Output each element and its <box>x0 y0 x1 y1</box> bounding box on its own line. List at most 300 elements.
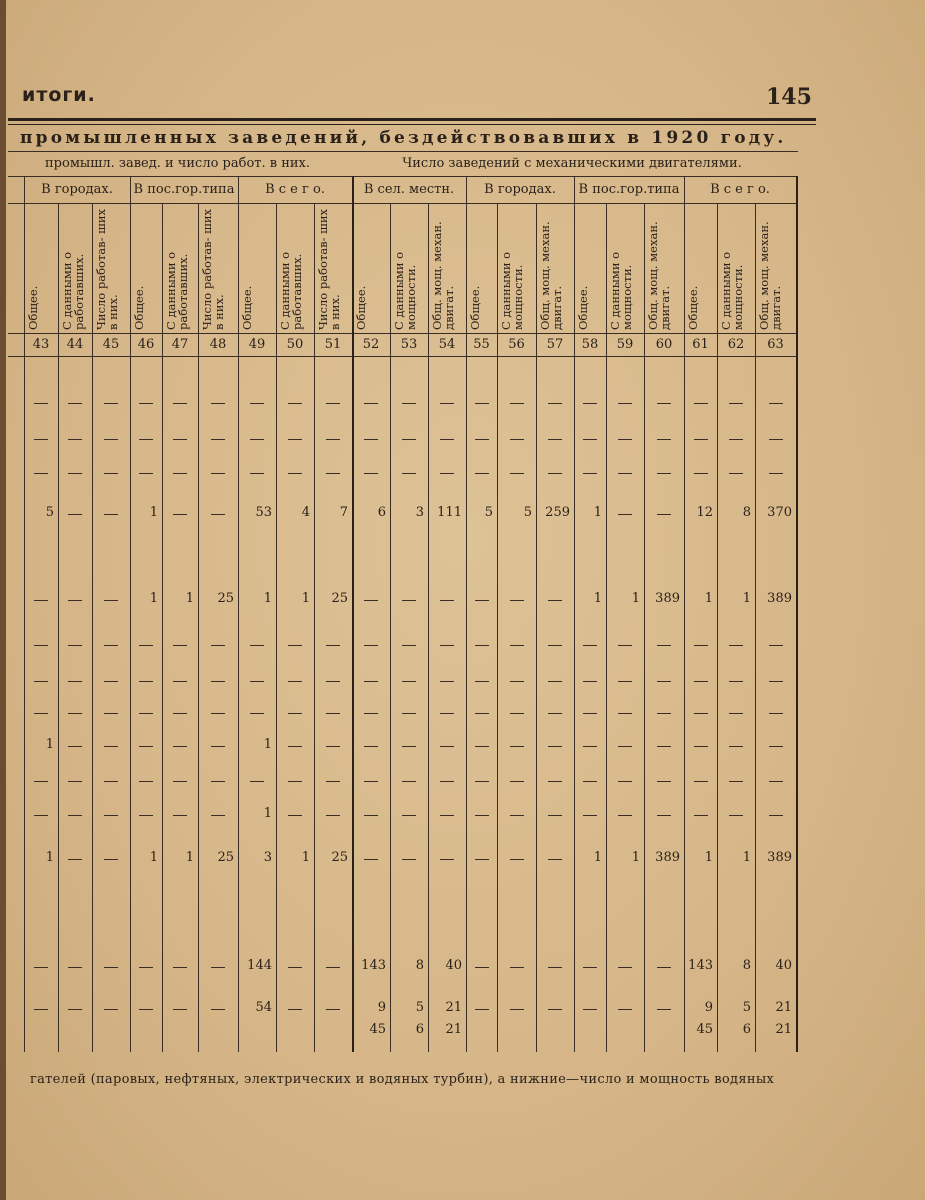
dash-cell <box>211 681 225 682</box>
subgroup-header: В с е г о. <box>710 182 770 197</box>
dash-cell <box>440 600 454 601</box>
dash-cell <box>34 645 48 646</box>
dash-cell <box>618 967 632 968</box>
dash-cell <box>288 681 302 682</box>
dash-cell <box>34 815 48 816</box>
dash-cell <box>68 746 82 747</box>
dash-cell <box>657 514 671 515</box>
table-cell: 54 <box>255 1000 272 1015</box>
column-rule <box>497 203 498 1052</box>
table-cell: 3 <box>263 850 272 865</box>
dash-cell <box>510 473 524 474</box>
dash-cell <box>583 1009 597 1010</box>
dash-cell <box>211 967 225 968</box>
dash-cell <box>68 781 82 782</box>
table-cell: 4 <box>301 505 310 520</box>
dash-cell <box>288 403 302 404</box>
dash-cell <box>326 781 340 782</box>
dash-cell <box>68 967 82 968</box>
column-header: Общее. <box>576 285 590 330</box>
dash-cell <box>548 1009 562 1010</box>
table-cell: 8 <box>742 958 751 973</box>
dash-cell <box>510 600 524 601</box>
dash-cell <box>548 713 562 714</box>
dash-cell <box>769 781 783 782</box>
dash-cell <box>440 746 454 747</box>
dash-cell <box>364 600 378 601</box>
column-number: 61 <box>692 337 709 352</box>
column-header: С данными о работавших. <box>164 251 190 330</box>
dash-cell <box>211 403 225 404</box>
table-cell: 45 <box>696 1022 713 1037</box>
dash-cell <box>694 815 708 816</box>
dash-cell <box>139 473 153 474</box>
table-cell: 40 <box>445 958 462 973</box>
dash-cell <box>694 403 708 404</box>
group-right: Число заведений с механическими двигателями. <box>402 156 742 171</box>
dash-cell <box>694 681 708 682</box>
dash-cell <box>68 645 82 646</box>
dash-cell <box>288 1009 302 1010</box>
dash-cell <box>440 439 454 440</box>
dash-cell <box>657 439 671 440</box>
dash-cell <box>769 645 783 646</box>
column-rule <box>684 176 685 1052</box>
dash-cell <box>68 473 82 474</box>
dash-cell <box>548 746 562 747</box>
column-header: Число работав- ших в них. <box>94 208 120 330</box>
table-cell: 5 <box>523 505 532 520</box>
dash-cell <box>694 713 708 714</box>
dash-cell <box>475 781 489 782</box>
dash-cell <box>583 439 597 440</box>
dash-cell <box>288 645 302 646</box>
dash-cell <box>583 815 597 816</box>
dash-cell <box>657 713 671 714</box>
dash-cell <box>510 746 524 747</box>
dash-cell <box>548 681 562 682</box>
dash-cell <box>364 439 378 440</box>
dash-cell <box>729 781 743 782</box>
number-rule <box>8 356 798 357</box>
subgroup-header: В сел. местн. <box>363 182 455 197</box>
column-number: 56 <box>508 337 525 352</box>
dash-cell <box>769 713 783 714</box>
subgroup-header: В городах. <box>41 182 113 197</box>
dash-cell <box>211 473 225 474</box>
column-rule <box>162 203 163 1052</box>
dash-cell <box>68 403 82 404</box>
column-rule <box>606 203 607 1052</box>
column-rule <box>24 176 25 1052</box>
dash-cell <box>583 746 597 747</box>
dash-cell <box>657 967 671 968</box>
dash-cell <box>34 781 48 782</box>
table-cell: 1 <box>593 850 602 865</box>
dash-cell <box>694 645 708 646</box>
column-header: Общее. <box>132 285 146 330</box>
table-cell: 6 <box>377 505 386 520</box>
column-rule <box>755 203 756 1052</box>
dash-cell <box>173 681 187 682</box>
dash-cell <box>68 713 82 714</box>
dash-cell <box>618 514 632 515</box>
dash-cell <box>139 439 153 440</box>
dash-cell <box>139 713 153 714</box>
dash-cell <box>402 473 416 474</box>
dash-cell <box>104 967 118 968</box>
footnote-text: гателей (паровых, нефтяных, электрических и водяных турбин), а нижние—число и мощность водяных <box>30 1072 775 1087</box>
column-header: С данными о мощности. <box>392 251 418 330</box>
dash-cell <box>618 781 632 782</box>
column-header: С данными о мощности. <box>499 251 525 330</box>
column-number: 48 <box>209 337 227 352</box>
dash-cell <box>68 600 82 601</box>
dash-cell <box>326 681 340 682</box>
dash-cell <box>364 781 378 782</box>
dash-cell <box>475 713 489 714</box>
table-cell: 1 <box>185 850 194 865</box>
table-cell: 1 <box>185 591 194 606</box>
dash-cell <box>34 713 48 714</box>
dash-cell <box>104 403 118 404</box>
dash-cell <box>173 1009 187 1010</box>
column-number: 43 <box>32 337 50 352</box>
table-cell: 259 <box>545 505 570 520</box>
column-number: 60 <box>655 337 673 352</box>
column-number: 53 <box>400 337 418 352</box>
dash-cell <box>173 645 187 646</box>
dash-cell <box>104 473 118 474</box>
column-number: 49 <box>248 337 266 352</box>
dash-cell <box>68 439 82 440</box>
dash-cell <box>211 439 225 440</box>
dash-cell <box>364 645 378 646</box>
dash-cell <box>173 403 187 404</box>
table-cell: 25 <box>217 850 234 865</box>
dash-cell <box>104 713 118 714</box>
dash-cell <box>326 1009 340 1010</box>
dash-cell <box>326 439 340 440</box>
dash-cell <box>364 713 378 714</box>
dash-cell <box>326 645 340 646</box>
dash-cell <box>68 1009 82 1010</box>
column-header: Общ. мощ. механ. двигат. <box>646 221 672 330</box>
dash-cell <box>104 600 118 601</box>
dash-cell <box>618 746 632 747</box>
dash-cell <box>548 439 562 440</box>
dash-cell <box>729 645 743 646</box>
column-rule <box>717 203 718 1052</box>
table-title: промышленных заведений, бездействовавших в 1920 году. <box>20 128 787 148</box>
dash-cell <box>139 781 153 782</box>
dash-cell <box>326 967 340 968</box>
dash-cell <box>250 645 264 646</box>
dash-cell <box>475 859 489 860</box>
dash-cell <box>211 781 225 782</box>
table-cell: 1 <box>45 737 54 752</box>
table-cell: 40 <box>775 958 792 973</box>
dash-cell <box>211 815 225 816</box>
dash-cell <box>729 815 743 816</box>
column-header: Число работав- ших в них. <box>200 208 226 330</box>
dash-cell <box>364 681 378 682</box>
header-bottom-rule <box>8 333 798 334</box>
table-cell: 111 <box>437 505 462 520</box>
dash-cell <box>475 439 489 440</box>
column-header: С данными о работавших. <box>60 251 86 330</box>
table-cell: 12 <box>696 505 713 520</box>
dash-cell <box>288 746 302 747</box>
table-cell: 7 <box>339 505 348 520</box>
column-number: 57 <box>546 337 564 352</box>
dash-cell <box>250 713 264 714</box>
dash-cell <box>34 403 48 404</box>
column-header: Общ. мощ. механ. двигат. <box>757 221 783 330</box>
header-rule <box>8 118 816 121</box>
table-cell: 1 <box>301 850 310 865</box>
dash-cell <box>548 600 562 601</box>
dash-cell <box>475 600 489 601</box>
subgroup-header: В пос.гор.типа <box>578 182 680 197</box>
running-head: итоги. <box>22 84 96 106</box>
dash-cell <box>510 859 524 860</box>
table-cell: 9 <box>377 1000 386 1015</box>
dash-cell <box>139 746 153 747</box>
column-header: Общее. <box>26 285 40 330</box>
column-header: Число работав- ших в них. <box>316 208 342 330</box>
dash-cell <box>657 781 671 782</box>
dash-cell <box>657 1009 671 1010</box>
dash-cell <box>34 439 48 440</box>
table-cell: 1 <box>631 591 640 606</box>
dash-cell <box>618 473 632 474</box>
dash-cell <box>139 681 153 682</box>
dash-cell <box>475 645 489 646</box>
dash-cell <box>510 815 524 816</box>
dash-cell <box>173 815 187 816</box>
dash-cell <box>250 681 264 682</box>
dash-cell <box>211 746 225 747</box>
column-number: 47 <box>171 337 189 352</box>
table-cell: 5 <box>484 505 493 520</box>
table-cell: 25 <box>331 591 348 606</box>
dash-cell <box>173 967 187 968</box>
column-rule <box>198 203 199 1052</box>
table-cell: 9 <box>704 1000 713 1015</box>
dash-cell <box>364 859 378 860</box>
dash-cell <box>657 815 671 816</box>
dash-cell <box>326 473 340 474</box>
column-number: 51 <box>324 337 342 352</box>
table-cell: 5 <box>415 1000 424 1015</box>
dash-cell <box>104 746 118 747</box>
dash-cell <box>694 473 708 474</box>
dash-cell <box>402 600 416 601</box>
dash-cell <box>402 403 416 404</box>
dash-cell <box>769 473 783 474</box>
header-rule-thin <box>8 124 816 125</box>
column-rule <box>314 203 315 1052</box>
dash-cell <box>548 967 562 968</box>
dash-cell <box>729 403 743 404</box>
dash-cell <box>68 514 82 515</box>
dash-cell <box>440 859 454 860</box>
dash-cell <box>250 403 264 404</box>
dash-cell <box>104 439 118 440</box>
column-rule <box>58 203 59 1052</box>
dash-cell <box>402 439 416 440</box>
dash-cell <box>769 681 783 682</box>
dash-cell <box>104 514 118 515</box>
dash-cell <box>510 781 524 782</box>
table-cell: 25 <box>331 850 348 865</box>
dash-cell <box>583 967 597 968</box>
table-cell: 5 <box>742 1000 751 1015</box>
group-left: промышл. завед. и число работ. в них. <box>45 156 310 171</box>
table-cell: 53 <box>255 505 272 520</box>
column-header: Общее. <box>468 285 482 330</box>
dash-cell <box>326 403 340 404</box>
column-rule <box>466 176 467 1052</box>
dash-cell <box>402 815 416 816</box>
dash-cell <box>288 967 302 968</box>
table-cell: 1 <box>742 850 751 865</box>
column-header: Общее. <box>354 285 368 330</box>
dash-cell <box>402 645 416 646</box>
column-number: 55 <box>473 337 490 352</box>
column-number: 54 <box>438 337 456 352</box>
dash-cell <box>583 681 597 682</box>
dash-cell <box>729 439 743 440</box>
dash-cell <box>68 859 82 860</box>
column-rule <box>644 203 645 1052</box>
dash-cell <box>548 645 562 646</box>
table-cell: 143 <box>361 958 386 973</box>
dash-cell <box>364 815 378 816</box>
dash-cell <box>583 645 597 646</box>
dash-cell <box>104 681 118 682</box>
dash-cell <box>510 1009 524 1010</box>
dash-cell <box>68 815 82 816</box>
dash-cell <box>618 439 632 440</box>
column-header: С данными о работавших. <box>278 251 304 330</box>
dash-cell <box>211 713 225 714</box>
dash-cell <box>618 403 632 404</box>
column-header: Общее. <box>686 285 700 330</box>
table-cell: 1 <box>742 591 751 606</box>
column-rule <box>92 203 93 1052</box>
table-cell: 389 <box>655 591 680 606</box>
dash-cell <box>475 1009 489 1010</box>
dash-cell <box>583 473 597 474</box>
dash-cell <box>769 746 783 747</box>
dash-cell <box>104 645 118 646</box>
dash-cell <box>694 781 708 782</box>
table-cell: 5 <box>45 505 54 520</box>
column-rule <box>130 176 131 1052</box>
dash-cell <box>583 403 597 404</box>
dash-cell <box>34 681 48 682</box>
dash-cell <box>510 681 524 682</box>
dash-cell <box>475 967 489 968</box>
table-cell: 3 <box>415 505 424 520</box>
dash-cell <box>68 681 82 682</box>
dash-cell <box>729 746 743 747</box>
dash-cell <box>173 781 187 782</box>
title-rule <box>8 151 798 152</box>
table-cell: 21 <box>445 1022 462 1037</box>
column-number: 63 <box>767 337 784 352</box>
dash-cell <box>729 713 743 714</box>
dash-cell <box>618 713 632 714</box>
dash-cell <box>510 713 524 714</box>
dash-cell <box>548 781 562 782</box>
dash-cell <box>729 681 743 682</box>
table-cell: 389 <box>655 850 680 865</box>
dash-cell <box>510 967 524 968</box>
table-cell: 1 <box>263 806 272 821</box>
dash-cell <box>288 781 302 782</box>
dash-cell <box>402 859 416 860</box>
dash-cell <box>440 681 454 682</box>
column-rule <box>352 176 354 1052</box>
subgroup-header: В с е г о. <box>265 182 325 197</box>
dash-cell <box>288 439 302 440</box>
dash-cell <box>364 473 378 474</box>
dash-cell <box>34 473 48 474</box>
dash-cell <box>475 403 489 404</box>
dash-cell <box>583 713 597 714</box>
dash-cell <box>583 781 597 782</box>
table-cell: 1 <box>704 591 713 606</box>
dash-cell <box>211 1009 225 1010</box>
table-cell: 144 <box>247 958 272 973</box>
column-rule <box>796 176 798 1052</box>
subgroup-header: В городах. <box>484 182 556 197</box>
dash-cell <box>729 473 743 474</box>
column-rule <box>428 203 429 1052</box>
dash-cell <box>440 713 454 714</box>
dash-cell <box>173 746 187 747</box>
dash-cell <box>475 681 489 682</box>
table-cell: 8 <box>742 505 751 520</box>
dash-cell <box>250 781 264 782</box>
page-edge <box>0 0 6 1200</box>
subgroup-rule <box>8 203 798 204</box>
page-number: 145 <box>766 84 812 110</box>
column-header: Общ. мощ. механ. двигат. <box>538 221 564 330</box>
table-cell: 1 <box>631 850 640 865</box>
dash-cell <box>475 746 489 747</box>
column-header: Общ. мощ. механ. двигат. <box>430 221 456 330</box>
dash-cell <box>211 645 225 646</box>
dash-cell <box>211 514 225 515</box>
table-cell: 45 <box>369 1022 386 1037</box>
dash-cell <box>402 746 416 747</box>
dash-cell <box>364 746 378 747</box>
dash-cell <box>364 403 378 404</box>
table-cell: 370 <box>767 505 792 520</box>
column-number: 46 <box>137 337 155 352</box>
dash-cell <box>139 403 153 404</box>
column-rule <box>238 176 239 1052</box>
column-number: 52 <box>362 337 380 352</box>
column-rule <box>536 203 537 1052</box>
dash-cell <box>139 645 153 646</box>
dash-cell <box>402 681 416 682</box>
table-cell: 1 <box>263 737 272 752</box>
